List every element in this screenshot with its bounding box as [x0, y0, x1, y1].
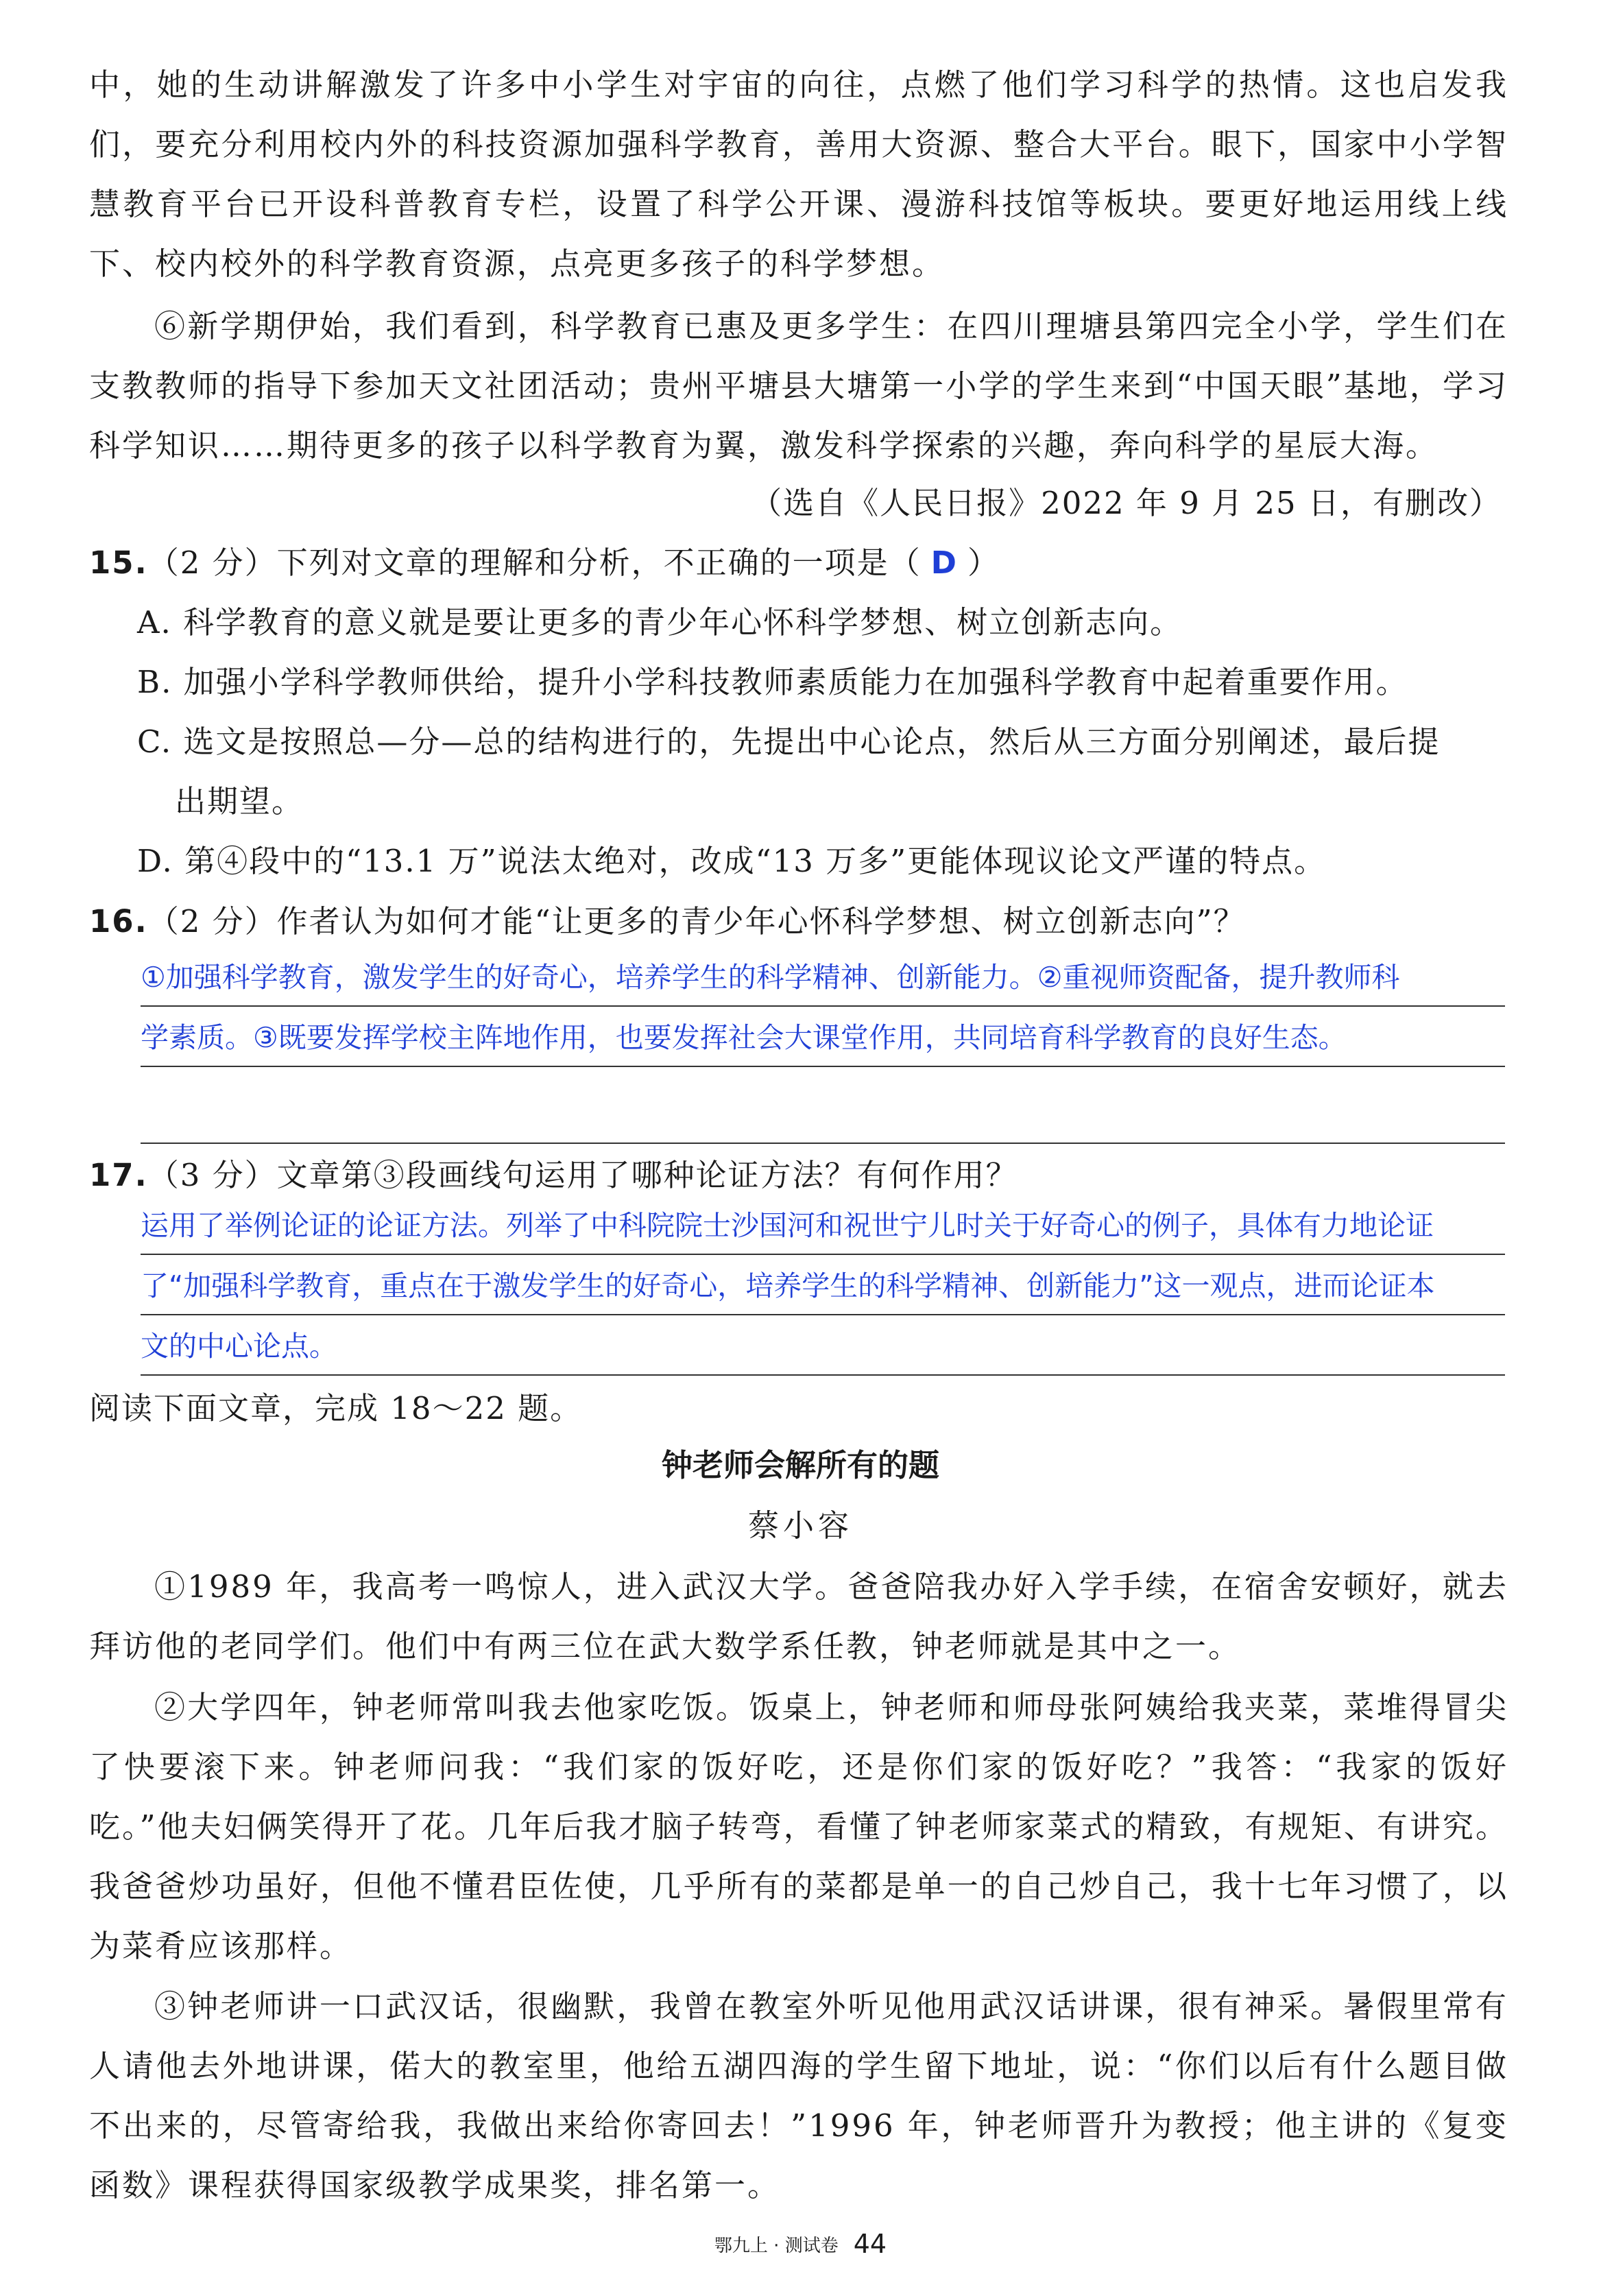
answer-line: ①加强科学教育，激发学生的好奇心，培养学生的科学精神、创新能力。②重视师资配备，提升教师科 — [141, 946, 1505, 1007]
option-d: D. 第④段中的“13.1 万”说法太绝对，改成“13 万多”更能体现议论文严谨的特点。 — [137, 843, 1327, 879]
page-number: 44 — [853, 2229, 887, 2259]
page-footer — [0, 2229, 1601, 2259]
reading-instruction: 阅读下面文章，完成 18～22 题。 — [89, 1390, 583, 1426]
question-text: （2 分）下列对文章的理解和分析，不正确的一项是（ — [147, 545, 922, 581]
answer-line: 运用了举例论证的论证方法。列举了中科院院士沙国河和祝世宁儿时关于好奇心的例子，具体有力地论证 — [141, 1195, 1505, 1255]
option-c-line-2: 出期望。 — [175, 783, 304, 820]
question-17-answer-area — [141, 1195, 1505, 1376]
question-number: 16. — [89, 903, 148, 940]
footer-label: 鄂九上 · 测试卷 — [714, 2235, 839, 2256]
option-c-line-1: C. 选文是按照总—分—总的结构进行的，先提出中心论点，然后从三方面分别阐述，最后提 — [137, 724, 1441, 760]
question-number: 15. — [89, 545, 148, 581]
question-text-end: ） — [967, 545, 1000, 581]
question-16-answer-area — [141, 946, 1505, 1144]
article2-paragraph-2: ②大学四年，钟老师常叫我去他家吃饭。饭桌上，钟老师和师母张阿姨给我夹菜，菜堆得冒尖了快要滚下来。钟老师问我：“我们家的饭好吃，还是你们家的饭好吃？”我答：“我家的饭好吃。”他夫妇俩笑得开了花。几年后我才脑子转弯，看懂了钟老师家菜式的精致，有规矩、有讲究。我爸爸炒功虽好，但他不懂君臣佐使，几乎所有的菜都是单一的自己炒自己，我十七年习惯了，以为菜肴应该那样。 — [89, 1689, 1508, 1964]
answer-line: 学素质。③既要发挥学校主阵地作用，也要发挥社会大课堂作用，共同培育科学教育的良好生态。 — [141, 1007, 1505, 1067]
option-a: A. 科学教育的意义就是要让更多的青少年心怀科学梦想、树立创新志向。 — [137, 604, 1183, 641]
answer-line: 了“加强科学教育，重点在于激发学生的好奇心，培养学生的科学精神、创新能力”这一观点，进而论证本 — [141, 1255, 1505, 1315]
article1-paragraph-5: 中，她的生动讲解激发了许多中小学生对宇宙的向往，点燃了他们学习科学的热情。这也启发我们，要充分利用校内外的科技资源加强科学教育，善用大资源、整合大平台。眼下，国家中小学智慧教育平台已开设科普教育专栏，设置了科学公开课、漫游科技馆等板块。要更好地运用线上线下、校内校外的科学教育资源，点亮更多孩子的科学梦想。 — [89, 67, 1508, 282]
option-c — [137, 712, 1508, 831]
option-b: B. 加强小学科学教师供给，提升小学科技教师素质能力在加强科学教育中起着重要作用。 — [137, 664, 1408, 700]
question-text: （2 分）作者认为如何才能“让更多的青少年心怀科学梦想、树立创新志向”？ — [147, 903, 1246, 940]
question-15-stem — [89, 533, 1515, 593]
article-source: （选自《人民日报》2022 年 9 月 25 日，有删改） — [751, 485, 1502, 521]
question-number: 17. — [89, 1157, 148, 1193]
question-text: （3 分）文章第③段画线句运用了哪种论证方法？有何作用？ — [147, 1157, 1018, 1193]
article-author: 蔡小容 — [747, 1507, 853, 1544]
article1-paragraph-6: ⑥新学期伊始，我们看到，科学教育已惠及更多学生：在四川理塘县第四完全小学，学生们在支教教师的指导下参加天文社团活动；贵州平塘县大塘第一小学的学生来到“中国天眼”基地，学习科学知识……期待更多的孩子以科学教育为翼，激发科学探索的兴趣，奔向科学的星辰大海。 — [89, 308, 1508, 464]
answer-line: 文的中心论点。 — [141, 1315, 1505, 1376]
article-title: 钟老师会解所有的题 — [661, 1447, 939, 1483]
article2-paragraph-1: ①1989 年，我高考一鸣惊人，进入武汉大学。爸爸陪我办好入学手续，在宿舍安顿好，就去拜访他的老同学们。他们中有两三位在武大数学系任教，钟老师就是其中之一。 — [89, 1568, 1508, 1664]
answer-line — [141, 1067, 1505, 1144]
answer-choice: D — [930, 545, 959, 581]
article2-paragraph-3: ③钟老师讲一口武汉话，很幽默，我曾在教室外听见他用武汉话讲课，很有神采。暑假里常有人请他去外地讲课，偌大的教室里，他给五湖四海的学生留下地址，说：“你们以后有什么题目做不出来的，尽管寄给我，我做出来给你寄回去！”1996 年，钟老师晋升为教授；他主讲的《复变函数》课程获得国家级教学成果奖，排名第一。 — [89, 1988, 1508, 2203]
question-16-stem — [89, 892, 1515, 951]
